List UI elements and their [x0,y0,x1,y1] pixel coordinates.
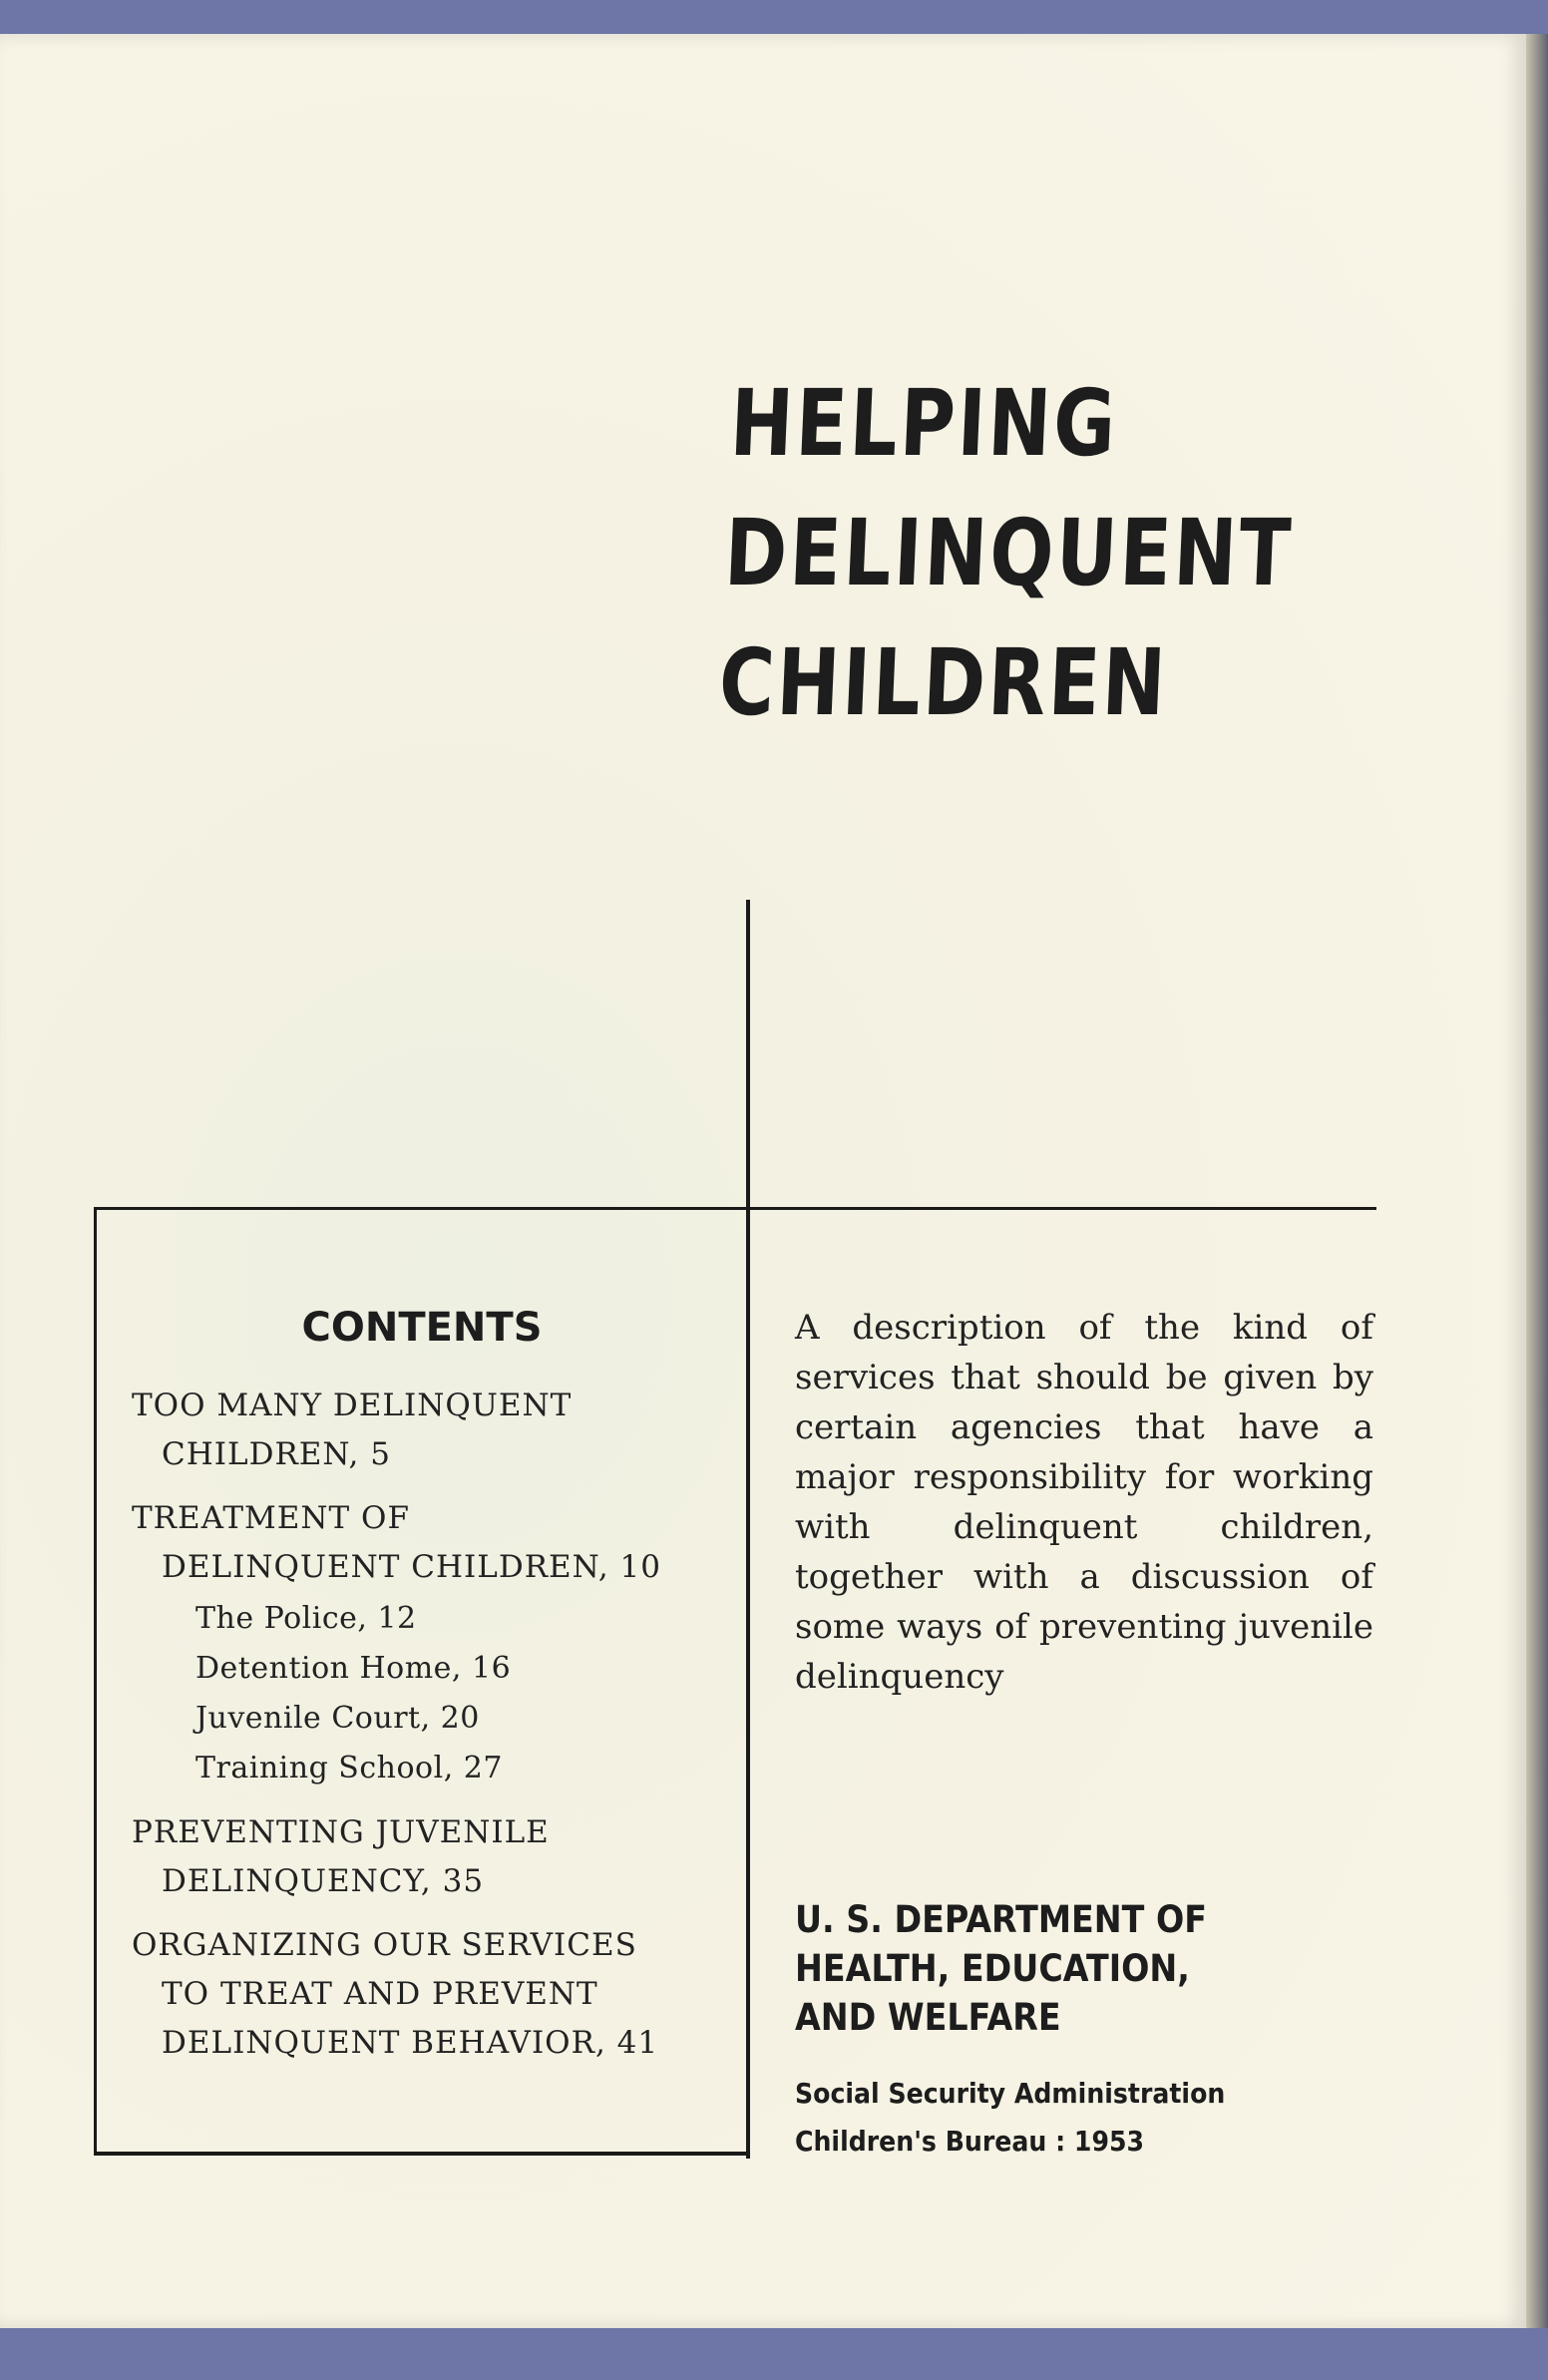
toc-entry-line: PREVENTING JUVENILE [132,1814,550,1850]
toc-sub-list-wrapper [132,1594,730,1793]
book-title [716,359,1301,748]
vertical-rule [746,900,750,2159]
book-description: A description of the kind of services that should be given by certain agencies that have a major responsibility for working with delinquent children, together with a discussion of some ways of preventing juvenile delinquency [795,1308,1373,1697]
agency-line-2: Children's Bureau : 1953 [795,2125,1145,2158]
title-line-1: HELPING [727,370,1120,477]
contents-heading: CONTENTS [301,1305,543,1351]
agency-line-1: Social Security Administration [795,2077,1226,2110]
toc-entry-line: TREATMENT OF [132,1500,410,1536]
department-line-1: U. S. DEPARTMENT OF [795,1898,1208,1941]
toc-entry-line: TO TREAT AND PREVENT [162,1976,598,2012]
horizontal-rule [94,1207,1376,1210]
title-line-2: DELINQUENT [722,500,1296,606]
toc-entry-line: DELINQUENT CHILDREN, 10 [162,1549,661,1585]
department-line-3: AND WELFARE [795,1996,1061,2039]
toc-entry-line: DELINQUENCY, 35 [162,1863,485,1899]
toc-sub-entry: Detention Home, 16 [195,1651,512,1686]
department-name [795,1895,1207,2042]
scan-background [0,2328,1548,2380]
toc-entry [132,1921,730,2068]
agency-info [795,2070,1225,2166]
table-of-contents [132,1382,730,2083]
toc-entry-line: CHILDREN, 5 [162,1436,391,1472]
toc-entry-line: DELINQUENT BEHAVIOR, 41 [162,2025,659,2061]
toc-entry-line: ORGANIZING OUR SERVICES [132,1927,637,1963]
toc-sub-list [195,1594,730,1793]
page-edge [1526,34,1548,2328]
toc-entry [132,1494,730,1592]
department-line-2: HEALTH, EDUCATION, [795,1947,1190,1990]
toc-entry [132,1808,730,1906]
title-line-3: CHILDREN [716,629,1171,736]
toc-entry-line: TOO MANY DELINQUENT [132,1388,573,1423]
contents-box-bottom-border [94,2152,750,2156]
toc-entry [132,1382,730,1479]
toc-sub-entry: Juvenile Court, 20 [195,1701,480,1736]
toc-sub-entry: Training School, 27 [195,1751,503,1785]
toc-sub-entry: The Police, 12 [195,1601,417,1636]
